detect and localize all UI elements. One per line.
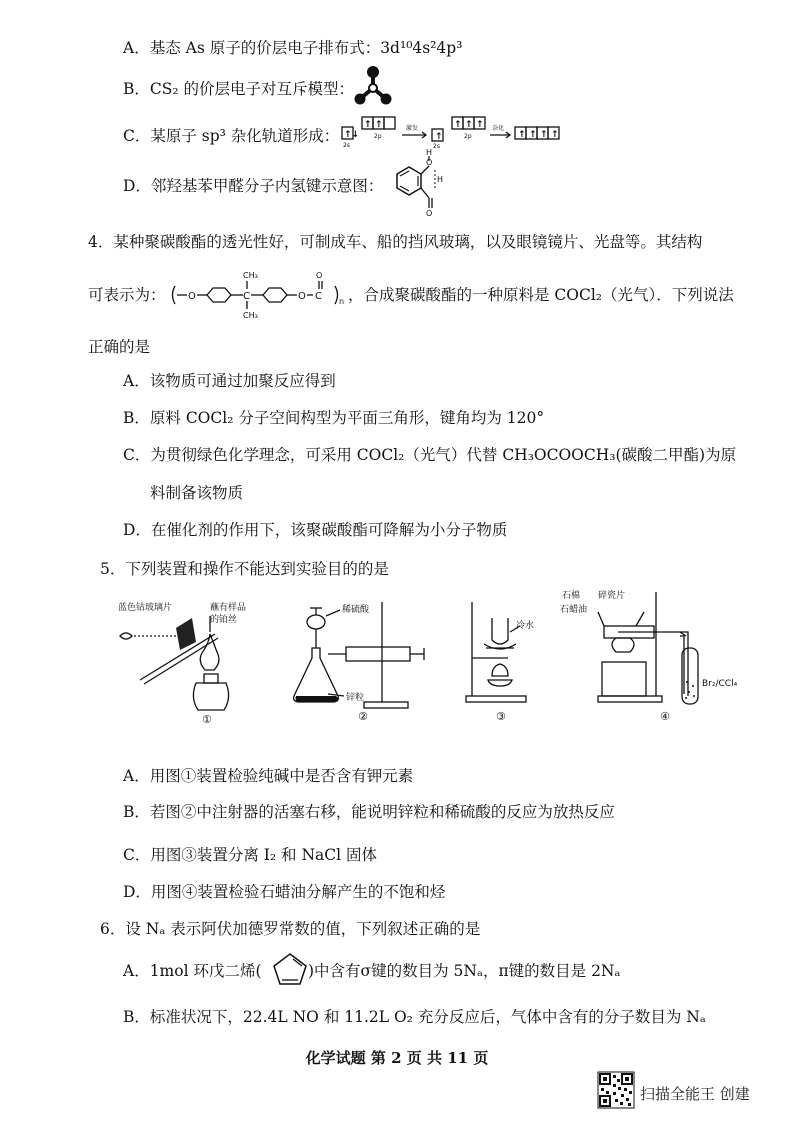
q5-option-c: C．用图③装置分离 I₂ 和 NaCl 固体 bbox=[123, 846, 378, 864]
svg-text:↑: ↑ bbox=[364, 120, 372, 130]
svg-text:↑: ↑ bbox=[476, 120, 484, 130]
vsepr-model-image bbox=[355, 66, 391, 106]
carbonyl-o: O bbox=[316, 271, 323, 280]
svg-text:O: O bbox=[298, 291, 306, 302]
fig3-label-cold-water: 冷水 bbox=[516, 621, 535, 631]
q6-option-a-post: )中含有σ键的数目为 5Nₐ，π键的数目是 2Nₐ bbox=[308, 962, 621, 980]
q5-option-a: A．用图①装置检验纯碱中是否含有钾元素 bbox=[123, 767, 414, 785]
fig1-number: ① bbox=[202, 713, 212, 726]
figure-2-syringe-apparatus bbox=[290, 596, 440, 724]
label-excite: 激发 bbox=[406, 125, 419, 132]
q6-stem: 6．设 Nₐ 表示阿伏加德罗常数的值，下列叙述正确的是 bbox=[100, 920, 481, 938]
atom-h-top: H bbox=[426, 148, 433, 157]
svg-text:↑↓: ↑↓ bbox=[344, 130, 360, 140]
svg-text:↑: ↑ bbox=[518, 130, 526, 140]
q4-option-a: A．该物质可通过加聚反应得到 bbox=[123, 372, 336, 390]
q4-option-c-line1: C．为贯彻绿色化学理念，可采用 COCl₂（光气）代替 CH₃OCOOCH₃(碳酸二甲酯)为原 bbox=[123, 446, 737, 464]
svg-text:↑: ↑ bbox=[465, 120, 473, 130]
fig2-number: ② bbox=[358, 710, 368, 723]
label-hybrid: 杂化 bbox=[492, 125, 505, 132]
q4-option-c-line2: 料制备该物质 bbox=[150, 484, 244, 502]
q4-option-b: B．原料 COCl₂ 分子空间构型为平面三角形，键角均为 120° bbox=[123, 409, 545, 427]
figure-1-flame-test bbox=[110, 598, 260, 726]
polycarbonate-formula bbox=[163, 266, 353, 322]
q3-option-b: B．CS₂ 的价层电子对互斥模型： bbox=[123, 80, 355, 98]
q4-stem-line3: 正确的是 bbox=[88, 338, 151, 356]
page-footer: 化学试题 第 2 页 共 11 页 bbox=[305, 1049, 489, 1067]
figure-4-cracking-apparatus bbox=[560, 586, 760, 724]
svg-text:↑: ↑ bbox=[454, 120, 462, 130]
label-2p-b: 2p bbox=[464, 133, 472, 140]
methyl-bottom: CH₃ bbox=[243, 311, 258, 320]
q4-stem-line1: 4．某种聚碳酸酯的透光性好，可制成车、船的挡风玻璃，以及眼镜镜片、光盘等。其结构 bbox=[88, 233, 703, 251]
qr-code-icon bbox=[598, 1072, 634, 1108]
svg-text:↑: ↑ bbox=[529, 130, 537, 140]
fig4-label-paraffin: 石蜡油 bbox=[560, 605, 588, 615]
salicylaldehyde-structure bbox=[385, 148, 445, 220]
q6-option-b: B．标准状况下，22.4L NO 和 11.2L O₂ 充分反应后，气体中含有的分子数目为 Nₐ bbox=[123, 1008, 706, 1026]
svg-text:O: O bbox=[188, 291, 196, 302]
q3-option-d: D．邻羟基苯甲醛分子内氢键示意图： bbox=[123, 177, 384, 195]
q4-stem-line2-post: ，合成聚碳酸酯的一种原料是 COCl₂（光气）．下列说法 bbox=[348, 286, 734, 304]
fig4-label-asbestos: 石棉 bbox=[562, 591, 581, 601]
svg-text:↑: ↑ bbox=[551, 130, 559, 140]
scanner-watermark-label: 扫描全能王 创建 bbox=[640, 1085, 750, 1103]
figure-3-sublimation-apparatus bbox=[462, 596, 542, 724]
fig1-label-sample-2: 的铂丝 bbox=[210, 615, 238, 625]
cyclopentadiene-structure bbox=[270, 950, 310, 988]
label-2s-b: 2s bbox=[433, 143, 440, 150]
fig2-label-acid: 稀硫酸 bbox=[342, 605, 370, 615]
atom-h-side: H bbox=[437, 175, 444, 184]
q5-option-b: B．若图②中注射器的活塞右移，能说明锌粒和稀硫酸的反应为放热反应 bbox=[123, 803, 615, 821]
svg-text:C: C bbox=[315, 291, 322, 302]
methyl-top: CH₃ bbox=[243, 271, 258, 280]
fig4-label-porcelain: 碎瓷片 bbox=[598, 591, 626, 601]
label-2s-a: 2s bbox=[343, 142, 350, 149]
atom-o-top: O bbox=[426, 158, 433, 167]
svg-text:C: C bbox=[243, 291, 250, 302]
q4-stem-line2-pre: 可表示为： bbox=[88, 286, 166, 304]
fig1-label-sample-1: 蘸有样品 bbox=[210, 603, 247, 613]
fig3-number: ③ bbox=[496, 710, 506, 723]
q6-option-a-pre: A．1mol 环戊二烯( bbox=[123, 962, 262, 980]
q3-option-a: A．基态 As 原子的价层电子排布式：3d¹⁰4s²4p³ bbox=[123, 39, 463, 57]
label-2p-a: 2p bbox=[374, 133, 382, 140]
q5-option-d: D．用图④装置检验石蜡油分解产生的不饱和烃 bbox=[123, 883, 446, 901]
repeat-n: n bbox=[339, 297, 345, 306]
orbital-diagram bbox=[340, 113, 565, 149]
q3-option-c: C．某原子 sp³ 杂化轨道形成： bbox=[123, 127, 340, 145]
atom-o-bottom: O bbox=[426, 209, 433, 218]
fig4-number: ④ bbox=[660, 710, 670, 723]
fig2-label-zinc: 锌粒 bbox=[346, 693, 365, 703]
q4-option-d: D．在催化剂的作用下，该聚碳酸酯可降解为小分子物质 bbox=[123, 521, 508, 539]
svg-text:↑: ↑ bbox=[540, 130, 548, 140]
svg-text:↑: ↑ bbox=[375, 120, 383, 130]
svg-text:↑: ↑ bbox=[435, 132, 443, 142]
q5-stem: 5．下列装置和操作不能达到实验目的的是 bbox=[100, 560, 389, 578]
fig4-label-bromine: Br₂/CCl₄ bbox=[702, 679, 738, 689]
fig1-label-cobalt-glass: 蓝色钴玻璃片 bbox=[118, 603, 173, 613]
